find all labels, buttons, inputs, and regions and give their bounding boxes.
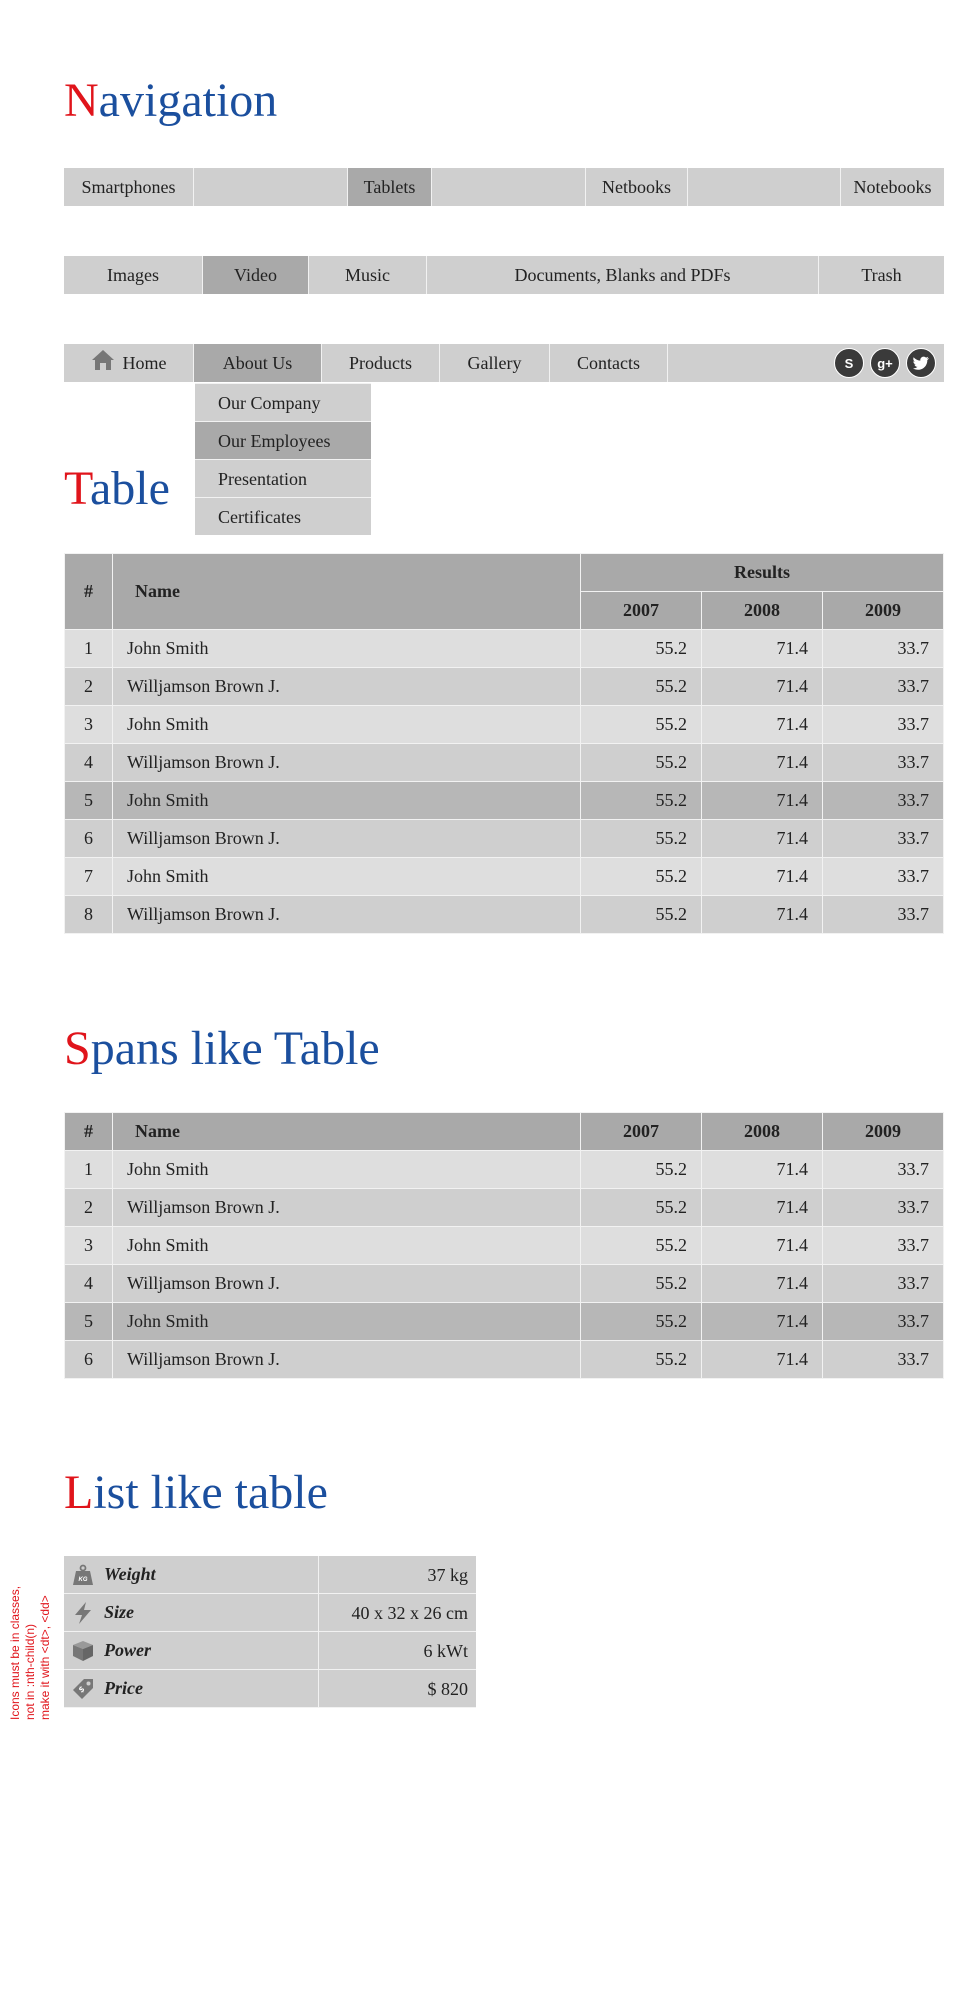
cell-2009: 33.7 <box>823 896 944 934</box>
spec-value-weight: 37 kg <box>427 1565 468 1585</box>
twitter-icon[interactable] <box>906 348 936 378</box>
table-row <box>65 1189 944 1227</box>
table-row <box>65 820 944 858</box>
column-header-2007: 2007 <box>581 592 702 630</box>
cell-2007: 55.2 <box>581 1265 702 1303</box>
cell-index: 1 <box>65 630 113 668</box>
menu-item-home-label: Home <box>122 353 167 373</box>
main-menu-bar <box>64 344 944 382</box>
nav-item-tablets[interactable]: Tablets <box>348 168 432 206</box>
column-header-2008: 2008 <box>702 592 823 630</box>
table-row <box>65 706 944 744</box>
cell-name: Willjamson Brown J. <box>113 668 581 706</box>
cell-name: John Smith <box>113 782 581 820</box>
column-header-2007: 2007 <box>581 1113 702 1151</box>
cell-index: 3 <box>65 706 113 744</box>
nav-spacer <box>432 168 586 206</box>
table-row <box>65 858 944 896</box>
cell-name: John Smith <box>113 1151 581 1189</box>
cell-index: 6 <box>65 1341 113 1379</box>
table-row <box>65 1303 944 1341</box>
cell-2009: 33.7 <box>823 1151 944 1189</box>
cell-name: Willjamson Brown J. <box>113 896 581 934</box>
cell-2009: 33.7 <box>823 1189 944 1227</box>
column-header-name: Name <box>113 554 581 630</box>
spans-table <box>64 1112 944 1379</box>
cell-2007: 55.2 <box>581 668 702 706</box>
dropdown-item-certificates[interactable]: Certificates <box>195 497 371 535</box>
table-heading: Table <box>64 462 170 515</box>
cell-2008: 71.4 <box>702 706 823 744</box>
skype-icon[interactable]: S <box>834 348 864 378</box>
cell-2008: 71.4 <box>702 1265 823 1303</box>
cell-2009: 33.7 <box>823 630 944 668</box>
spec-label-text: Weight <box>104 1564 156 1584</box>
lightning-icon <box>70 1600 96 1626</box>
cell-index: 2 <box>65 1189 113 1227</box>
nav-item-netbooks[interactable]: Netbooks <box>586 168 688 206</box>
table-row <box>65 744 944 782</box>
cell-2009: 33.7 <box>823 1227 944 1265</box>
cell-2007: 55.2 <box>581 1303 702 1341</box>
cell-index: 4 <box>65 744 113 782</box>
cell-index: 8 <box>65 896 113 934</box>
table-row <box>65 1151 944 1189</box>
list-heading: List like table <box>64 1466 328 1519</box>
cell-index: 2 <box>65 668 113 706</box>
cell-2008: 71.4 <box>702 782 823 820</box>
cell-2007: 55.2 <box>581 630 702 668</box>
cell-name: John Smith <box>113 1227 581 1265</box>
spec-label-power <box>64 1632 319 1669</box>
spec-label-weight <box>64 1556 319 1593</box>
cell-name: John Smith <box>113 706 581 744</box>
column-header-2009: 2009 <box>823 592 944 630</box>
cell-index: 5 <box>65 1303 113 1341</box>
cell-index: 5 <box>65 782 113 820</box>
nav-spacer <box>194 168 348 206</box>
cell-2009: 33.7 <box>823 1265 944 1303</box>
cell-name: John Smith <box>113 1303 581 1341</box>
category-nav-bar <box>64 168 944 206</box>
table-row <box>65 782 944 820</box>
cell-index: 3 <box>65 1227 113 1265</box>
cell-2009: 33.7 <box>823 1341 944 1379</box>
cell-name: Willjamson Brown J. <box>113 1265 581 1303</box>
cell-2008: 71.4 <box>702 858 823 896</box>
about-us-dropdown <box>195 383 371 535</box>
home-icon <box>91 346 115 384</box>
spec-label-text: Size <box>104 1602 135 1622</box>
menu-item-products[interactable]: Products <box>322 344 440 382</box>
cell-2007: 55.2 <box>581 782 702 820</box>
menu-item-home[interactable] <box>64 344 194 382</box>
cell-2008: 71.4 <box>702 630 823 668</box>
cell-name: Willjamson Brown J. <box>113 820 581 858</box>
cell-index: 7 <box>65 858 113 896</box>
spec-row-weight <box>64 1556 476 1594</box>
weight-icon <box>70 1562 96 1588</box>
table-row <box>65 1227 944 1265</box>
note-line-2: not in :nth-child(n) <box>23 1623 37 1720</box>
box-icon <box>70 1638 96 1664</box>
cell-name: Willjamson Brown J. <box>113 1341 581 1379</box>
cell-2009: 33.7 <box>823 668 944 706</box>
table-row <box>65 896 944 934</box>
cell-2008: 71.4 <box>702 1341 823 1379</box>
spec-value-size: 40 x 32 x 26 cm <box>351 1603 468 1623</box>
cell-2009: 33.7 <box>823 782 944 820</box>
cell-2007: 55.2 <box>581 1189 702 1227</box>
spec-row-price <box>64 1670 476 1708</box>
spec-value-power: 6 kWt <box>423 1641 468 1661</box>
nav-item-images[interactable]: Images <box>64 256 203 294</box>
dropdown-item-presentation[interactable]: Presentation <box>195 459 371 497</box>
navigation-heading: Navigation <box>64 74 278 127</box>
nav-item-trash[interactable]: Trash <box>861 265 902 285</box>
spec-label-text: Power <box>104 1640 151 1660</box>
cell-2008: 71.4 <box>702 1151 823 1189</box>
svg-text:KG: KG <box>78 1576 88 1583</box>
cell-2008: 71.4 <box>702 1227 823 1265</box>
cell-2007: 55.2 <box>581 858 702 896</box>
cell-2007: 55.2 <box>581 744 702 782</box>
price-tag-icon <box>70 1676 96 1702</box>
table-row <box>65 1265 944 1303</box>
nav-item-music[interactable]: Music <box>309 256 427 294</box>
cell-2007: 55.2 <box>581 896 702 934</box>
cell-2008: 71.4 <box>702 744 823 782</box>
spec-list <box>64 1556 476 1708</box>
menu-item-about-us[interactable]: About Us <box>194 344 322 382</box>
cell-2008: 71.4 <box>702 896 823 934</box>
cell-2009: 33.7 <box>823 1303 944 1341</box>
results-table <box>64 553 944 934</box>
spans-heading: Spans like Table <box>64 1022 380 1075</box>
column-header-index: # <box>65 554 113 630</box>
spec-label-price <box>64 1670 319 1707</box>
cell-name: John Smith <box>113 858 581 896</box>
cell-2007: 55.2 <box>581 1341 702 1379</box>
nav-item-notebooks[interactable]: Notebooks <box>853 177 932 197</box>
cell-name: John Smith <box>113 630 581 668</box>
media-nav-bar <box>64 256 944 294</box>
spec-row-size <box>64 1594 476 1632</box>
spec-row-power <box>64 1632 476 1670</box>
column-header-results: Results <box>581 554 944 592</box>
column-header-2009: 2009 <box>823 1113 944 1151</box>
spec-value-price: $ 820 <box>427 1679 468 1699</box>
cell-2009: 33.7 <box>823 858 944 896</box>
cell-index: 4 <box>65 1265 113 1303</box>
cell-2009: 33.7 <box>823 706 944 744</box>
svg-text:$: $ <box>76 1684 87 1694</box>
dropdown-item-our-employees[interactable]: Our Employees <box>195 421 371 459</box>
nav-spacer <box>688 168 841 206</box>
cell-2008: 71.4 <box>702 668 823 706</box>
table-row <box>65 668 944 706</box>
table-row <box>65 1341 944 1379</box>
menu-item-gallery[interactable]: Gallery <box>440 344 550 382</box>
developer-note <box>4 1535 56 1720</box>
column-header-2008: 2008 <box>702 1113 823 1151</box>
table-row <box>65 630 944 668</box>
dropdown-item-our-company[interactable]: Our Company <box>195 383 371 421</box>
column-header-name: Name <box>113 1113 581 1151</box>
note-line-3: make it with <dt>, <dd> <box>38 1595 52 1720</box>
cell-index: 1 <box>65 1151 113 1189</box>
menu-item-contacts[interactable]: Contacts <box>550 344 668 382</box>
cell-2008: 71.4 <box>702 820 823 858</box>
cell-2009: 33.7 <box>823 820 944 858</box>
cell-2007: 55.2 <box>581 706 702 744</box>
cell-2008: 71.4 <box>702 1303 823 1341</box>
nav-item-documents[interactable]: Documents, Blanks and PDFs <box>427 256 819 294</box>
cell-2007: 55.2 <box>581 820 702 858</box>
spec-label-text: Price <box>104 1678 143 1698</box>
cell-name: Willjamson Brown J. <box>113 1189 581 1227</box>
cell-name: Willjamson Brown J. <box>113 744 581 782</box>
cell-2007: 55.2 <box>581 1151 702 1189</box>
column-header-index: # <box>65 1113 113 1151</box>
cell-2007: 55.2 <box>581 1227 702 1265</box>
nav-item-video[interactable]: Video <box>203 256 309 294</box>
spec-label-size <box>64 1594 319 1631</box>
cell-2008: 71.4 <box>702 1189 823 1227</box>
nav-item-smartphones[interactable]: Smartphones <box>64 168 194 206</box>
social-links <box>834 344 944 382</box>
cell-index: 6 <box>65 820 113 858</box>
cell-2009: 33.7 <box>823 744 944 782</box>
google-plus-icon[interactable]: g+ <box>870 348 900 378</box>
note-line-1: Icons must be in classes, <box>8 1585 22 1720</box>
